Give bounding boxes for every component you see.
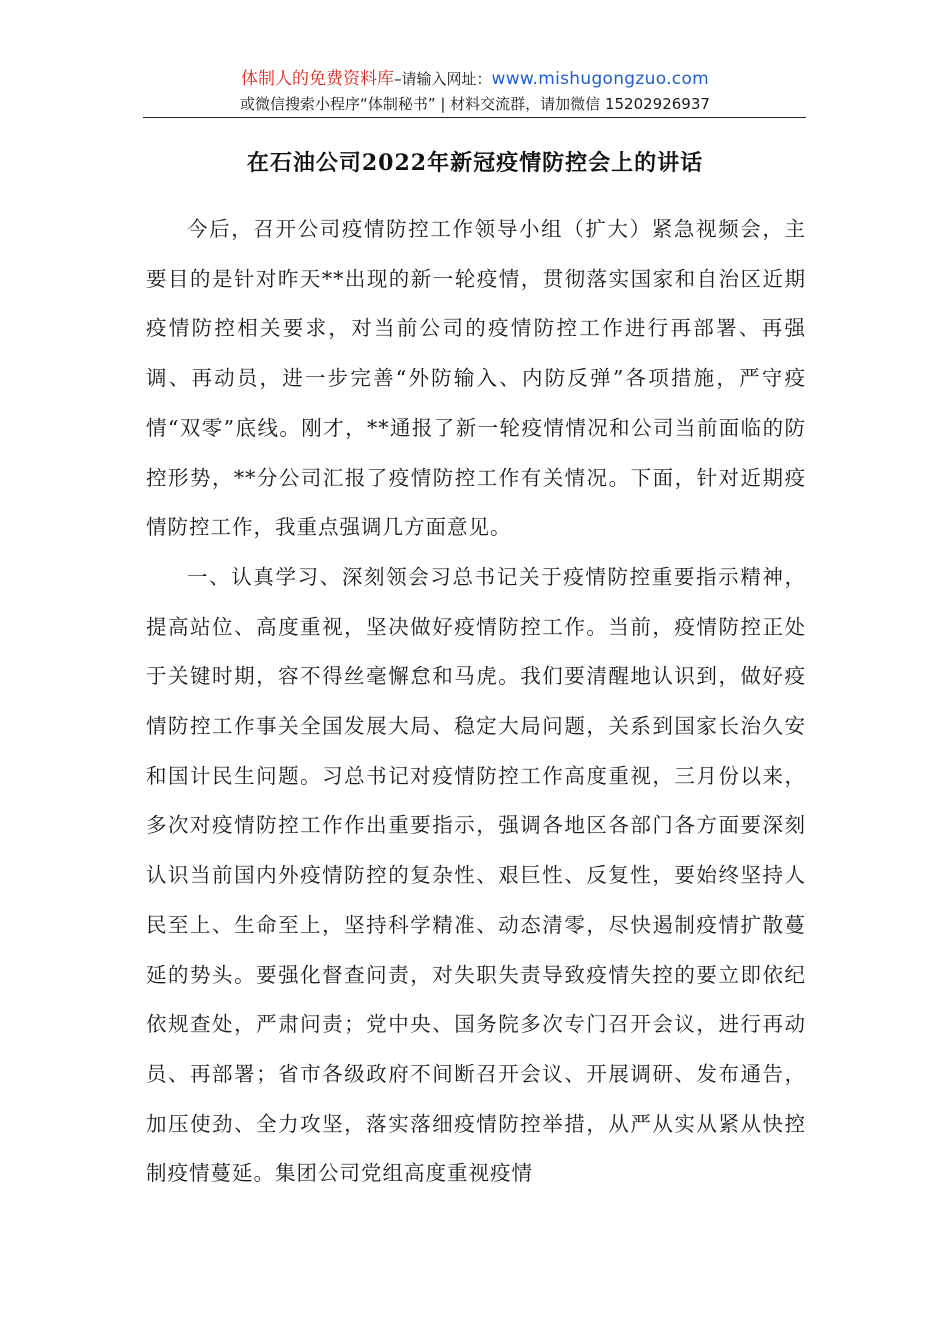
document-title: 在石油公司2022年新冠疫情防控会上的讲话 [246,150,704,176]
header-divider [143,117,806,118]
paragraph: 今后，召开公司疫情防控工作领导小组（扩大）紧急视频会，主要目的是针对昨天**出现的新一轮疫情，贯彻落实国家和自治区近期疫情防控相关要求，对当前公司的疫情防控工作进行再部署、再强调、再动员，进一步完善“外防输入、内防反弹”各项措施，严守疫情“双零”底线。刚才，**通报了新一轮疫情情况和公司当前面临的防控形势，**分公司汇报了疫情防控工作有关情况。下面，针对近期疫情防控工作，我重点强调几方面意见。 [146,217,806,540]
page-header [0,66,950,116]
brand-name: 体制人的免费资料库 [240,69,394,89]
header-line-1 [0,66,950,92]
website-link[interactable]: www.mishugongzuo.com [491,69,710,89]
url-prompt: –请输入网址： [393,70,492,88]
paragraph: 一、认真学习、深刻领会习总书记关于疫情防控重要指示精神，提高站位、高度重视，坚决做好疫情防控工作。当前，疫情防控正处于关键时期，容不得丝毫懈怠和马虎。我们要清醒地认识到，做好疫情防控工作事关全国发展大局、稳定大局问题，关系到国家长治久安和国计民生问题。习总书记对疫情防控工作高度重视，三月份以来，多次对疫情防控工作作出重要指示，强调各地区各部门各方面要深刻认识当前国内外疫情防控的复杂性、艰巨性、反复性，要始终坚持人民至上、生命至上，坚持科学精准、动态清零，尽快遏制疫情扩散蔓延的势头。要强化督查问责，对失职失责导致疫情失控的要立即依纪依规查处，严肃问责；党中央、国务院多次专门召开会议，进行再动员、再部署；省市各级政府不间断召开会议、开展调研、发布通告，加压使劲、全力攻坚，落实落细疫情防控举措，从严从实从紧从快控制疫情蔓延。集团公司党组高度重视疫情 [146,564,806,1186]
header-contact-line: 或微信搜索小程序“体制秘书” | 材料交流群，请加微信 15202926937 [240,95,710,113]
document-body [146,205,806,1199]
